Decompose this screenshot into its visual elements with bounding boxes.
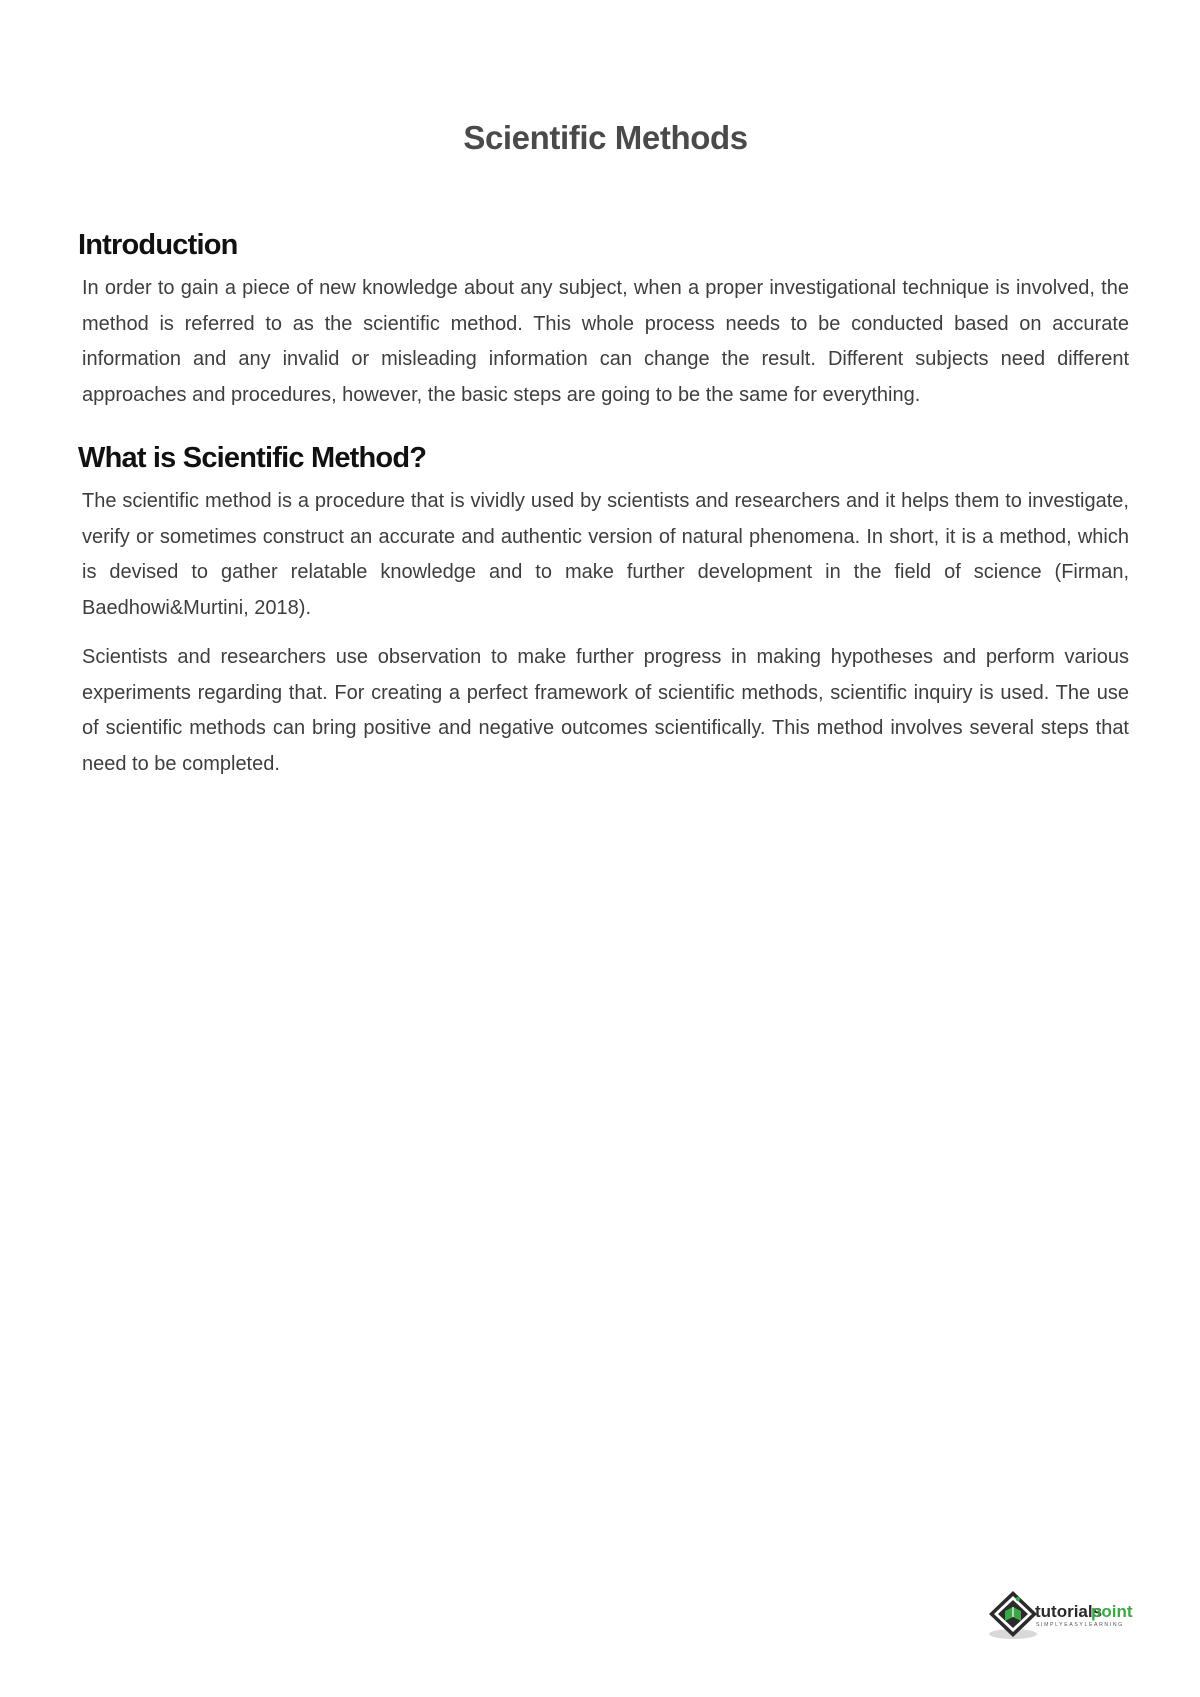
- section-introduction: [78, 228, 1129, 413]
- tutorialspoint-logo: [985, 1587, 1155, 1643]
- logo-tagline: SIMPLYEASYLEARNING: [1036, 1622, 1124, 1628]
- paragraph: Scientists and researchers use observation to make further progress in making hypotheses and perform various experiments regarding that. For creating a perfect framework of scientific methods, scientific inquiry is used. The use of scientific methods can bring positive and negative outcomes scientifically. This method involves several steps that need to be completed.: [82, 646, 1129, 775]
- paragraph: In order to gain a piece of new knowledge about any subject, when a proper investigational technique is involved, the method is referred to as the scientific method. This whole process needs to be conducted based on accurate information and any invalid or misleading information can change the result. Different subjects need different approaches and procedures, however, the basic steps are going to be the same for everything.: [82, 277, 1129, 406]
- logo-brand-part1: tutorials: [1035, 1602, 1103, 1621]
- logo-brand-part2: point: [1091, 1602, 1133, 1621]
- document-title: Scientific Methods: [463, 119, 748, 156]
- section-heading: Introduction: [78, 229, 238, 261]
- tutorialspoint-logo-icon: [985, 1587, 1155, 1643]
- section-what-is-scientific-method: [78, 441, 1129, 782]
- section-heading: What is Scientific Method?: [78, 442, 427, 474]
- paragraph: The scientific method is a procedure that is vividly used by scientists and researchers and it helps them to investigate, verify or sometimes construct an accurate and authentic version of natural phenomena. In short, it is a method, which is devised to gather relatable knowledge and to make further development in the field of science (Firman, Baedhowi&Murtini, 2018).: [82, 490, 1129, 619]
